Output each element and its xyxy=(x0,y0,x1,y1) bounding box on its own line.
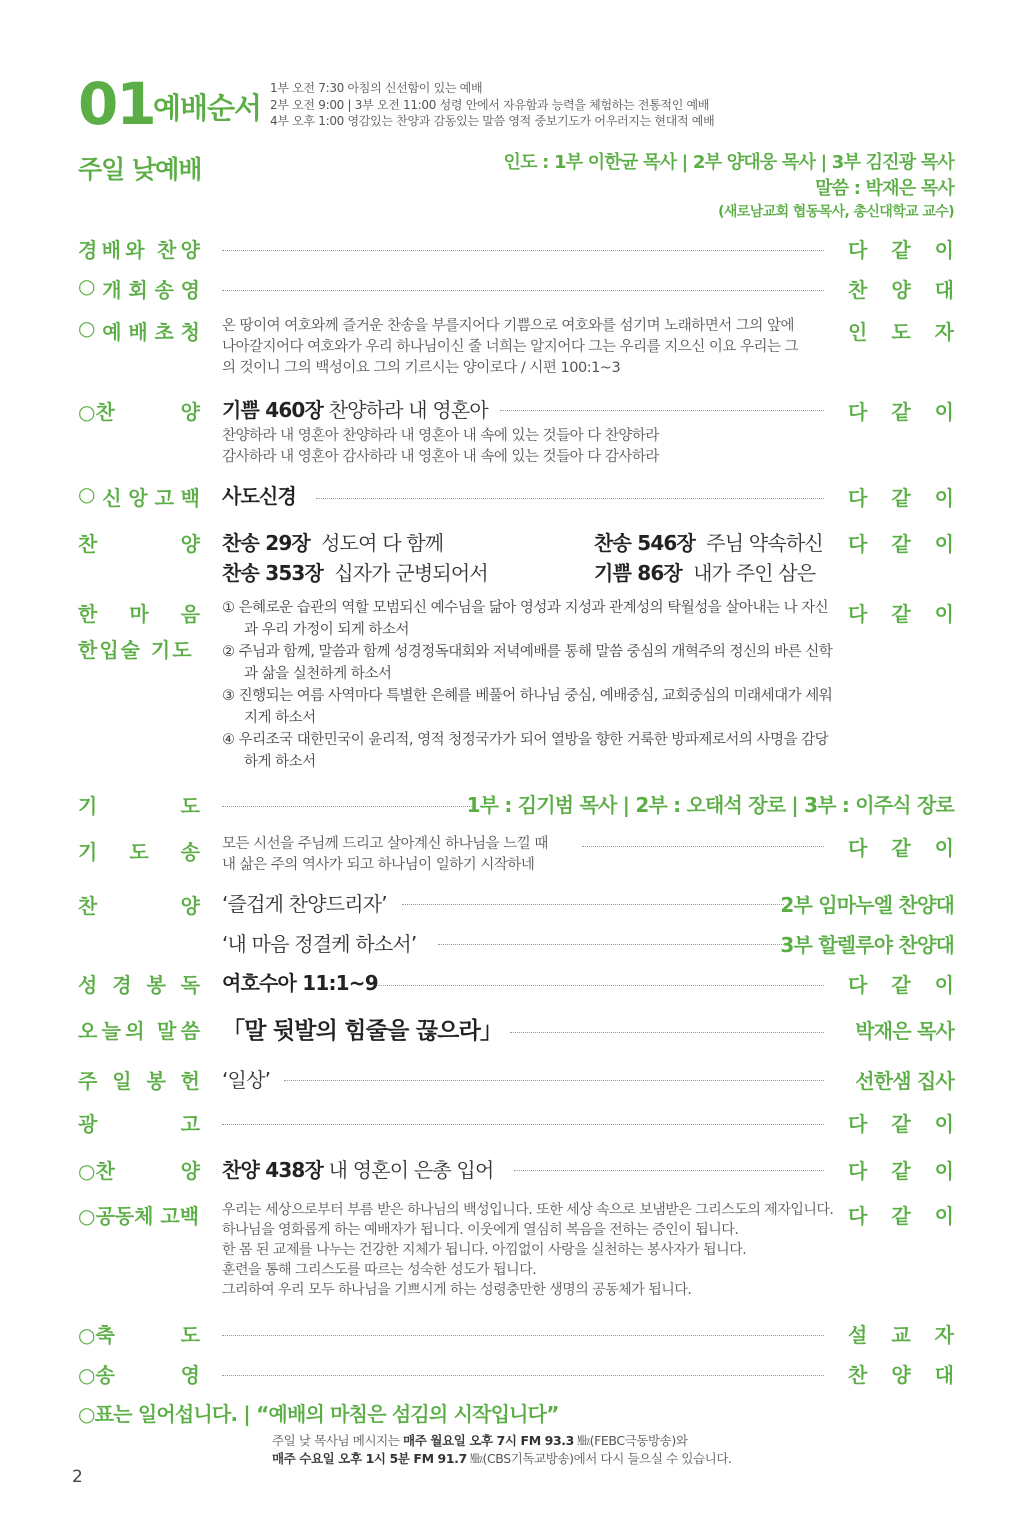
offering-leader: 선한샘 집사 xyxy=(855,1069,954,1093)
hymn-86: 기쁨 86장 내가 주인 삼은 xyxy=(594,561,816,585)
label-praise: 찬 양 xyxy=(78,532,200,556)
label-one-voice-prayer: 한입술 기도 xyxy=(78,638,194,662)
resp-choir: 찬 양 대 xyxy=(848,1363,954,1387)
prayer-leaders: 1부 : 김기범 목사 | 2부 : 오태석 장로 | 3부 : 이주식 장로 xyxy=(466,793,954,817)
choir-song-2: ‘내 마음 정결케 하소서’ xyxy=(222,932,417,956)
resp-all: 다 같 이 xyxy=(848,1112,954,1136)
label-confession-of-faith: ○ 신 앙 고 백 xyxy=(78,482,200,510)
choir-song-1: ‘즐겁게 찬양드리자’ xyxy=(222,892,387,916)
dotted-leader xyxy=(222,250,824,251)
choir-hallelujah: 3부 할렐루야 찬양대 xyxy=(780,933,954,957)
hymn-460: 기쁨 460장 찬양하라 내 영혼아 xyxy=(222,398,488,422)
dotted-leader xyxy=(222,1375,824,1376)
leaders-info xyxy=(504,150,954,222)
label-call-to-worship: ○ 예 배 초 청 xyxy=(78,316,200,344)
footer-tagline: ○표는 일어섭니다. | “예배의 마침은 섬김의 시작입니다” xyxy=(78,1402,559,1426)
dotted-leader xyxy=(284,1080,824,1081)
prayer-song-lyrics: 모든 시선을 주님께 드리고 살아계신 하나님을 느낄 때 내 삶은 주의 역사가 되고 하나님이 일하기 시작하네 xyxy=(222,836,548,873)
label-doxology: ○송 영 xyxy=(78,1363,200,1387)
resp-choir: 찬 양 대 xyxy=(848,278,954,302)
label-opening-doxology: ○ 개 회 송 영 xyxy=(78,274,200,302)
label-community-confession: ○공동체 고백 xyxy=(78,1204,200,1228)
hymn-546: 찬송 546장 주님 약속하신 xyxy=(594,531,823,555)
apostles-creed: 사도신경 xyxy=(222,484,297,508)
label-announcements: 광 고 xyxy=(78,1112,200,1136)
hymn-29: 찬송 29장 성도여 다 함께 xyxy=(222,531,444,555)
label-todays-sermon: 오 늘 의 말 씀 xyxy=(78,1019,200,1043)
broadcast-note: 주일 낮 목사님 메시지는 매주 월요일 오후 7시 FM 93.3 ㎒(FEBC극동방송)와 매주 수요일 오후 1시 5분 FM 91.7 ㎒(CBS기독교방송)에서 다시 들으실 수 있습니다. xyxy=(272,1433,732,1466)
dotted-leader xyxy=(582,846,824,847)
community-confession-text: 우리는 세상으로부터 부름 받은 하나님의 백성입니다. 또한 세상 속으로 보냄받은 그리스도의 제자입니다. 하나님을 영화롭게 하는 예배자가 됩니다. 이웃에게 열심히 복음을 전하는 증인이 됩니다. 한 몸 된 교제를 나누는 건강한 지체가 됩니다. 아낌없이 사랑을 실천하는 봉사자가 됩니다. 훈련을 통해 그리스도를 따르는 성숙한 성도가 됩니다. 그리하여 우리 모두 하나님을 기쁘시게 하는 성령충만한 생명의 공동체가 됩니다. xyxy=(222,1202,834,1298)
service-time-1: 1부 오전 7:30 아침의 신선함이 있는 예배 xyxy=(270,81,483,95)
prayer-item: ③ 진행되는 여름 사역마다 특별한 은혜를 베풀어 하나님 중심, 예배중심, 교회중심의 미래세대가 세워지게 하소서 xyxy=(222,688,833,726)
page-number: 2 xyxy=(72,1467,83,1487)
resp-all: 다 같 이 xyxy=(848,602,954,626)
label-scripture-reading: 성 경 봉 독 xyxy=(78,973,200,997)
label-benediction: ○축 도 xyxy=(78,1323,200,1347)
offering-song: ‘일상’ xyxy=(222,1068,271,1092)
label-prayer: 기 도 xyxy=(78,794,200,818)
leaders: 인도 : 1부 이한균 목사 | 2부 양대웅 목사 | 3부 김진광 목사 xyxy=(503,152,954,173)
scripture-reference: 여호수아 11:1~9 xyxy=(222,971,378,995)
service-times xyxy=(270,80,714,130)
label-one-heart: 한 마 음 xyxy=(78,602,200,626)
label-praise-worship: 경 배 와 찬 양 xyxy=(78,238,200,262)
resp-all: 다 같 이 xyxy=(848,836,954,860)
resp-all: 다 같 이 xyxy=(848,1204,954,1228)
resp-all: 다 같 이 xyxy=(848,400,954,424)
label-prayer-song: 기 도 송 xyxy=(78,840,200,864)
section-title: 예배순서 xyxy=(153,91,262,125)
call-to-worship-text: 온 땅이여 여호와께 즐거운 찬송을 부를지어다 기쁨으로 여호와를 섬기며 노래하면서 그의 앞에 나아갈지어다 여호와가 우리 하나님이신 줄 너희는 알지어다 그는 우리를 지으신 이요 우리는 그 의 것이니 그의 백성이요 그의 기르시는 양이로다 / 시편 100:1~3 xyxy=(222,318,799,376)
hymn-438: 찬양 438장 내 영혼이 은총 입어 xyxy=(222,1158,494,1182)
label-praise: ○찬 양 xyxy=(78,400,200,424)
label-praise: ○찬 양 xyxy=(78,1159,200,1183)
dotted-leader xyxy=(510,1032,824,1033)
hymn-353: 찬송 353장 십자가 군병되어서 xyxy=(222,561,488,585)
resp-all: 다 같 이 xyxy=(848,973,954,997)
service-title: 주일 낮예배 xyxy=(78,155,202,184)
dotted-leader xyxy=(222,290,824,291)
prayer-item: ④ 우리조국 대한민국이 윤리적, 영적 청정국가가 되어 열방을 향한 거룩한 방파제로서의 사명을 감당하게 하소서 xyxy=(222,732,829,770)
dotted-leader xyxy=(222,1124,824,1125)
resp-all: 다 같 이 xyxy=(848,486,954,510)
dotted-leader xyxy=(500,410,824,411)
choir-immanuel: 2부 임마누엘 찬양대 xyxy=(780,893,954,917)
resp-preacher: 설 교 자 xyxy=(848,1323,954,1347)
dotted-leader xyxy=(316,498,824,499)
dotted-leader xyxy=(222,1335,824,1336)
sermon-speaker: 말씀 : 박재은 목사 xyxy=(815,178,954,199)
dotted-leader xyxy=(514,1170,824,1171)
dotted-leader xyxy=(438,944,784,945)
preacher: 박재은 목사 xyxy=(855,1019,954,1043)
resp-leader: 인 도 자 xyxy=(848,320,954,344)
dotted-leader xyxy=(222,806,472,807)
section-number: 01 xyxy=(78,70,155,138)
service-time-2: 2부 오전 9:00 | 3부 오전 11:00 성령 안에서 자유함과 능력을 체험하는 전통적인 예배 xyxy=(270,97,710,112)
prayer-items xyxy=(222,597,834,773)
dotted-leader xyxy=(402,904,784,905)
speaker-note: (새로남교회 협동목사, 총신대학교 교수) xyxy=(718,204,954,220)
resp-all: 다 같 이 xyxy=(848,238,954,262)
label-offering: 주 일 봉 헌 xyxy=(78,1069,200,1093)
label-praise: 찬 양 xyxy=(78,894,200,918)
dotted-leader xyxy=(378,985,824,986)
sermon-title: 「말 뒷발의 힘줄을 끊으라」 xyxy=(222,1018,503,1044)
prayer-item: ② 주님과 함께, 말씀과 함께 성경정독대회와 저녁예배를 통해 말씀 중심의 개혁주의 정신의 바른 신학과 삶을 실천하게 하소서 xyxy=(222,644,833,682)
resp-all: 다 같 이 xyxy=(848,532,954,556)
service-time-3: 4부 오후 1:00 영감있는 찬양과 감동있는 말씀 영적 중보기도가 어우러지는 현대적 예배 xyxy=(270,114,715,128)
hymn-lyrics: 찬양하라 내 영혼아 찬양하라 내 영혼아 내 속에 있는 것들아 다 찬양하라 감사하라 내 영혼아 감사하라 내 영혼아 내 속에 있는 것들아 다 감사하라 xyxy=(222,428,659,465)
prayer-item: ① 은혜로운 습관의 역할 모범되신 예수님을 닮아 영성과 지성과 관계성의 탁월성을 살아내는 나 자신과 우리 가정이 되게 하소서 xyxy=(222,600,829,638)
resp-all: 다 같 이 xyxy=(848,1159,954,1183)
